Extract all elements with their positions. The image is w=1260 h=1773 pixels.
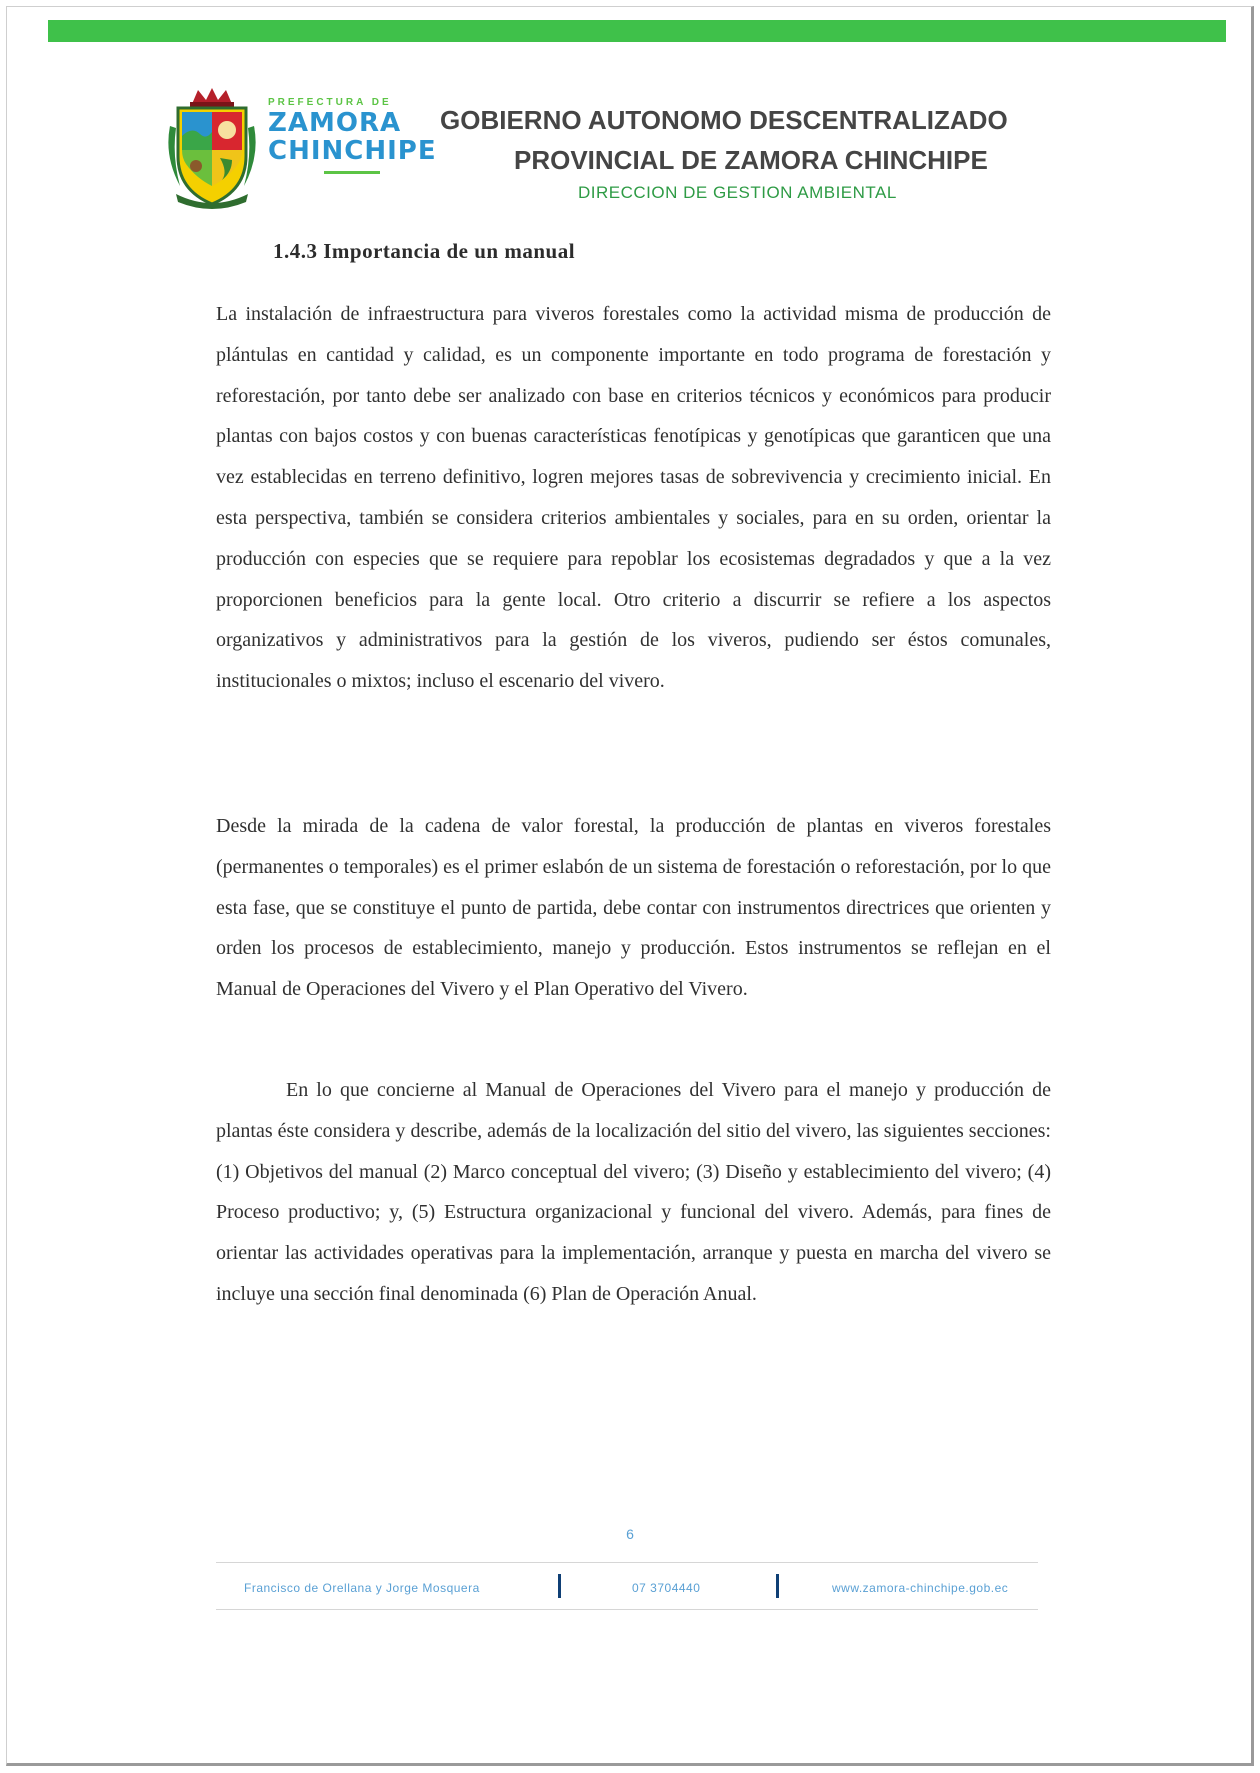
brand-logo xyxy=(268,97,438,174)
footer-address: Francisco de Orellana y Jorge Mosquera xyxy=(244,1581,480,1595)
footer-contact-row xyxy=(216,1574,1038,1602)
brand-zamora: ZAMORA xyxy=(268,108,402,138)
footer-rule-bottom xyxy=(216,1609,1038,1610)
body-paragraph-1: La instalación de infraestructura para viveros forestales como la actividad misma de producción de plántulas en cantidad y calidad, es un componente importante en todo programa de forestación y reforestación, por tanto debe ser analizado con base en criterios técnicos y económicos para producir plantas con bajos costos y con buenas características fenotípicas y genotípicas que garanticen que una vez establecidas en terreno definitivo, logren mejores tasas de sobrevivencia y crecimiento inicial. En esta perspectiva, también se considera criterios ambientales y sociales, para en su orden, orientar la producción con especies que se requiere para repoblar los ecosistemas degradados y que a la vez proporcionen beneficios para la gente local. Otro criterio a discurrir se refiere a los aspectos organizativos y administrativos para la gestión de los viveros, pudiendo ser éstos comunales, institucionales o mixtos; incluso el escenario del vivero. xyxy=(216,303,1051,693)
footer-separator xyxy=(558,1574,561,1598)
header-accent-bar xyxy=(48,20,1226,42)
brand-prefix: PREFECTURA DE xyxy=(268,97,392,108)
government-title-line-1: GOBIERNO AUTONOMO DESCENTRALIZADO xyxy=(440,105,1008,135)
page-number: 6 xyxy=(626,1526,634,1542)
government-title-line-2: PROVINCIAL DE ZAMORA CHINCHIPE xyxy=(514,145,988,175)
brand-chinchipe: CHINCHIPE xyxy=(268,136,437,166)
footer-website-link[interactable]: www.zamora-chinchipe.gob.ec xyxy=(832,1581,1009,1595)
footer-phone: 07 3704440 xyxy=(632,1581,701,1595)
crest-icon xyxy=(162,86,262,214)
section-heading: 1.4.3 Importancia de un manual xyxy=(273,239,576,263)
brand-underline xyxy=(324,171,380,174)
body-paragraph-2: Desde la mirada de la cadena de valor forestal, la producción de plantas en viveros forestales (permanentes o temporales) es el primer eslabón de un sistema de forestación o reforestación, por lo que esta fase, que se constituye el punto de partida, debe contar con instrumentos directrices que orienten y orden los procesos de establecimiento, manejo y producción. Estos instrumentos se reflejan en el Manual de Operaciones del Vivero y el Plan Operativo del Vivero. xyxy=(216,815,1051,1001)
footer-separator xyxy=(776,1574,779,1598)
department-name: DIRECCION DE GESTION AMBIENTAL xyxy=(578,183,897,202)
footer-rule-top xyxy=(216,1562,1038,1563)
body-paragraph-3: En lo que concierne al Manual de Operaciones del Vivero para el manejo y producción de plantas éste considera y describe, además de la localización del sitio del vivero, las siguientes secciones: (1) Objetivos del manual (2) Marco conceptual del vivero; (3) Diseño y establecimiento del vivero; (4) Proceso productivo; y, (5) Estructura organizacional y funcional del vivero. Además, para fines de orientar las actividades operativas para la implementación, arranque y puesta en marcha del vivero se incluye una sección final denominada (6) Plan de Operación Anual. xyxy=(216,1079,1051,1305)
